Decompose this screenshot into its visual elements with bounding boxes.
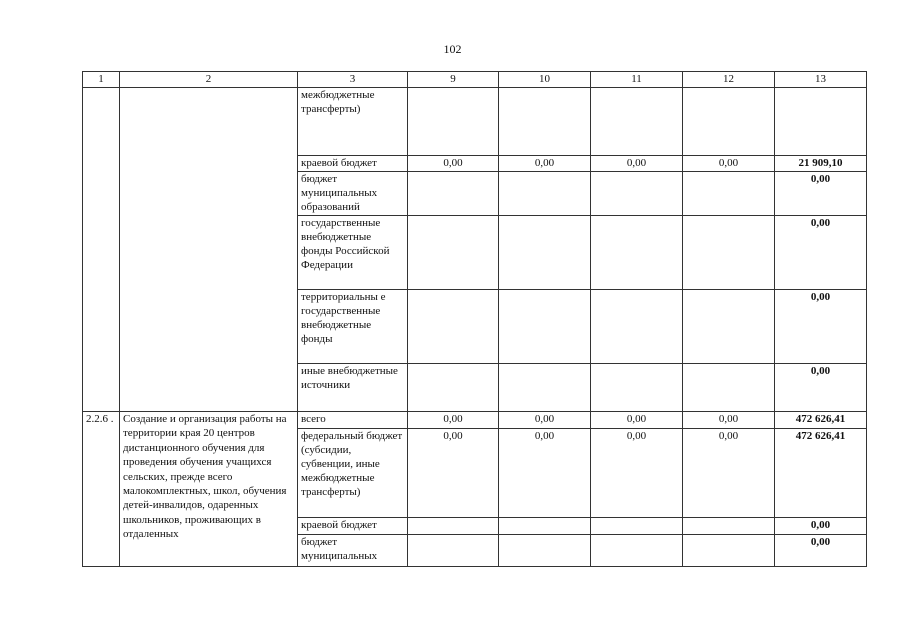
- header-row: [83, 72, 867, 88]
- value-cell: [591, 290, 683, 364]
- value-cell: [408, 518, 499, 535]
- header-col-1: 1: [83, 72, 120, 88]
- value-cell: [499, 172, 591, 216]
- source-cell: территориальны е государственные внебюджетные фонды: [298, 290, 408, 364]
- total-cell: 472 626,41: [775, 429, 867, 518]
- total-cell: 0,00: [775, 364, 867, 412]
- value-cell: [499, 518, 591, 535]
- header-col-13: 13: [775, 72, 867, 88]
- source-cell: межбюджетные трансферты): [298, 88, 408, 156]
- index-cell: 2.2.6 .: [83, 412, 120, 567]
- source-cell: бюджет муниципальных: [298, 535, 408, 567]
- header-col-11: 11: [591, 72, 683, 88]
- total-cell: 472 626,41: [775, 412, 867, 429]
- source-cell: краевой бюджет: [298, 518, 408, 535]
- value-cell: [683, 518, 775, 535]
- value-cell: 0,00: [499, 429, 591, 518]
- header-col-12: 12: [683, 72, 775, 88]
- value-cell: [499, 290, 591, 364]
- value-cell: 0,00: [591, 412, 683, 429]
- total-cell: 0,00: [775, 290, 867, 364]
- value-cell: [499, 216, 591, 290]
- value-cell: 0,00: [683, 156, 775, 172]
- source-cell: иные внебюджетные источники: [298, 364, 408, 412]
- value-cell: [408, 88, 499, 156]
- total-cell: 0,00: [775, 172, 867, 216]
- value-cell: 0,00: [683, 429, 775, 518]
- value-cell: [408, 290, 499, 364]
- source-cell: федеральный бюджет (субсидии, субвенции, иные межбюджетные трансферты): [298, 429, 408, 518]
- value-cell: [591, 172, 683, 216]
- value-cell: [591, 88, 683, 156]
- value-cell: 0,00: [591, 156, 683, 172]
- header-col-2: 2: [120, 72, 298, 88]
- description-cell: Создание и организация работы на территории края 20 центров дистанционного обучения для проведения обучения учащихся сельских, прежде всего малокомплектных, школ, обучения детей-инвалидов, одаренных школьников, проживающих в отдаленных: [120, 412, 298, 567]
- value-cell: [683, 88, 775, 156]
- total-cell: 0,00: [775, 216, 867, 290]
- value-cell: [591, 216, 683, 290]
- value-cell: 0,00: [408, 429, 499, 518]
- value-cell: [591, 535, 683, 567]
- value-cell: [683, 172, 775, 216]
- value-cell: [408, 364, 499, 412]
- total-cell: 21 909,10: [775, 156, 867, 172]
- total-cell: [775, 88, 867, 156]
- value-cell: 0,00: [499, 156, 591, 172]
- total-cell: 0,00: [775, 518, 867, 535]
- value-cell: [591, 364, 683, 412]
- value-cell: [683, 216, 775, 290]
- value-cell: 0,00: [499, 412, 591, 429]
- value-cell: [408, 172, 499, 216]
- header-col-9: 9: [408, 72, 499, 88]
- source-cell: государственные внебюджетные фонды Российской Федерации: [298, 216, 408, 290]
- value-cell: [683, 535, 775, 567]
- value-cell: [683, 290, 775, 364]
- value-cell: 0,00: [683, 412, 775, 429]
- total-cell: 0,00: [775, 535, 867, 567]
- value-cell: [683, 364, 775, 412]
- source-cell: бюджет муниципальных образований: [298, 172, 408, 216]
- page-number: 102: [443, 42, 462, 56]
- value-cell: [499, 364, 591, 412]
- value-cell: [499, 535, 591, 567]
- value-cell: [499, 88, 591, 156]
- value-cell: 0,00: [591, 429, 683, 518]
- value-cell: 0,00: [408, 412, 499, 429]
- value-cell: 0,00: [408, 156, 499, 172]
- index-cell: [83, 88, 120, 412]
- header-col-10: 10: [499, 72, 591, 88]
- table-row: [83, 88, 867, 156]
- description-cell: [120, 88, 298, 412]
- value-cell: [408, 535, 499, 567]
- value-cell: [591, 518, 683, 535]
- budget-table: [82, 71, 867, 567]
- value-cell: [408, 216, 499, 290]
- source-cell: всего: [298, 412, 408, 429]
- table-row: [83, 412, 867, 429]
- header-col-3: 3: [298, 72, 408, 88]
- source-cell: краевой бюджет: [298, 156, 408, 172]
